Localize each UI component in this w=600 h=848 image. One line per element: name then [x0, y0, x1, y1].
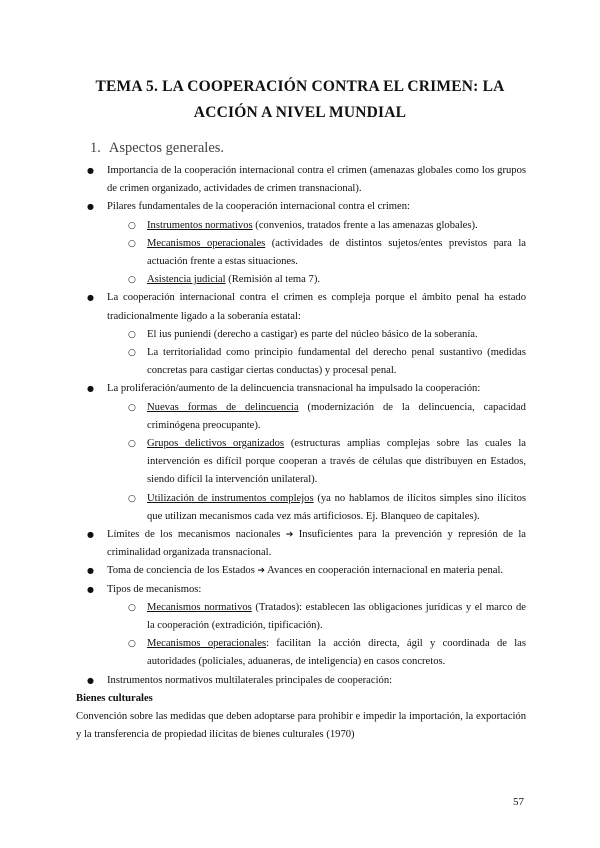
list-item: ● Importancia de la cooperación internacional contra el crimen (amenazas globales como los grupos de crimen organizado, actividades de crimen transnacional). [76, 162, 526, 198]
sub-list-item: ○ Grupos delictivos organizados (estructuras amplias complejas sobre las cuales la intervención es difícil porque cooperan a través de células que distribuyen en Estados, siendo difícil la intervención unilateral). [76, 435, 526, 490]
underlined-term: Mecanismos normativos [147, 601, 252, 613]
title-line-1: TEMA 5. LA COOPERACIÓN CONTRA EL CRIMEN: LA [95, 78, 505, 95]
underlined-term: Mecanismos operacionales [147, 638, 267, 650]
arrow-right-icon: ➔ [285, 530, 294, 541]
sub-list-item: ○ Asistencia judicial (Remisión al tema 7). [76, 271, 526, 289]
title-line-2: ACCIÓN A NIVEL MUNDIAL [193, 104, 407, 121]
page-number: 57 [513, 796, 524, 808]
underlined-term: Asistencia judicial [147, 274, 226, 286]
list-item: ● Toma de conciencia de los Estados ➔ Avances en cooperación internacional en materia penal. [76, 562, 526, 580]
arrow-right-icon: ➔ [257, 566, 266, 577]
section-number: 1. [90, 140, 101, 156]
sub-list-item: ○ Mecanismos operacionales: facilitan la acción directa, ágil y coordinada de las autoridades (policiales, aduaneras, de inteligencia) en casos concretos. [76, 635, 526, 671]
list-item: ● Pilares fundamentales de la cooperación internacional contra el crimen: [76, 198, 526, 216]
subheading: Bienes culturales [76, 692, 153, 704]
list-item: ● Tipos de mecanismos: [76, 581, 526, 599]
list-item: ● La proliferación/aumento de la delincuencia transnacional ha impulsado la cooperación: [76, 380, 526, 398]
paragraph: Convención sobre las medidas que deben adoptarse para prohibir e impedir la importación, la exportación y la transferencia de propiedad ilícitas de bienes culturales (1970) [76, 711, 526, 741]
underlined-term: Nuevas formas de delincuencia [147, 401, 299, 413]
sub-list-item: ○ La territorialidad como principio fundamental del derecho penal sustantivo (medidas concretas para castigar ciertas conductas) y procesal penal. [76, 344, 526, 380]
page-title [60, 74, 540, 126]
sub-list-item: ○ Mecanismos operacionales (actividades de distintos sujetos/entes previstos para la actuación frente a estas situaciones. [76, 235, 526, 271]
section-label: Aspectos generales. [108, 140, 225, 156]
list-item: ● Límites de los mecanismos nacionales ➔ Insuficientes para la prevención y represión de la criminalidad organizada transnacional. [76, 526, 526, 562]
underlined-term: Mecanismos operacionales [147, 237, 266, 249]
section-heading [90, 140, 224, 157]
underlined-term: Utilización de instrumentos complejos [147, 492, 314, 504]
sub-list-item: ○ Mecanismos normativos (Tratados): establecen las obligaciones jurídicas y el marco de la cooperación (extradición, tipificación). [76, 599, 526, 635]
sub-list-item: ○ Utilización de instrumentos complejos (ya no hablamos de ilícitos simples sino ilícitos que utilizan mecanismos cada vez más artificiosos. Ej. Blanqueo de capitales). [76, 490, 526, 526]
list-item: ● La cooperación internacional contra el crimen es compleja porque el ámbito penal ha estado tradicionalmente ligado a la soberanía estatal: [76, 289, 526, 325]
underlined-term: Grupos delictivos organizados [147, 438, 285, 450]
sub-list-item: ○ Nuevas formas de delincuencia (modernización de la delincuencia, capacidad criminógena preocupante). [76, 399, 526, 435]
sub-list-item: ○ Instrumentos normativos (convenios, tratados frente a las amenazas globales). [76, 217, 526, 235]
sub-list-item: ○ El ius puniendi (derecho a castigar) es parte del núcleo básico de la soberanía. [76, 326, 526, 344]
list-item: ● Instrumentos normativos multilaterales principales de cooperación: [76, 672, 526, 690]
bullet-list [76, 162, 526, 745]
underlined-term: Instrumentos normativos [147, 219, 253, 231]
